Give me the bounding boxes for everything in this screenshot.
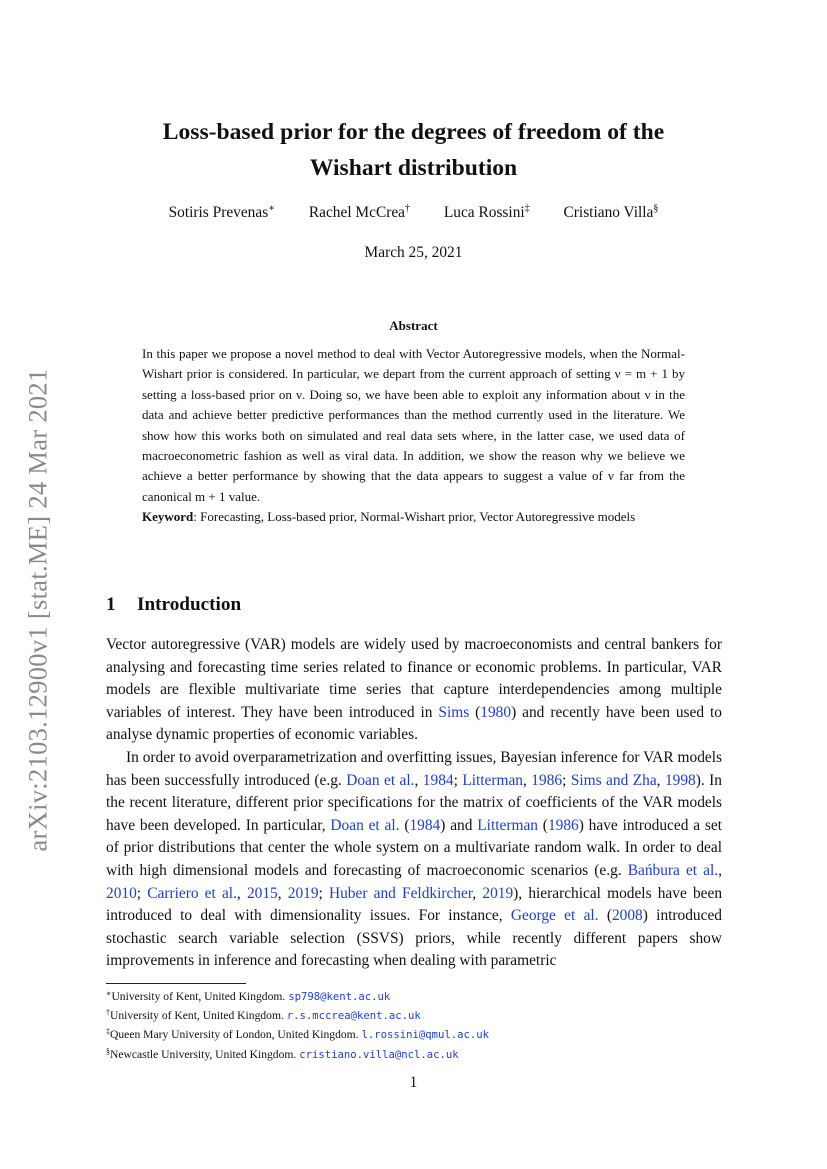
author: Rachel McCrea† [308, 203, 411, 221]
citation-link[interactable]: 2019 [482, 884, 514, 902]
citation-link[interactable]: 2019 [287, 884, 319, 902]
citation-link[interactable]: Sims [438, 703, 470, 721]
email-link[interactable]: l.rossini@qmul.ac.uk [361, 1029, 490, 1042]
citation-link[interactable]: Sims and Zha [570, 771, 657, 789]
author: Luca Rossini‡ [443, 203, 530, 221]
citation-link[interactable]: Doan et al. [330, 816, 400, 834]
title-line-2: Wishart distribution [309, 155, 518, 181]
citation-link[interactable]: Huber and Feldkircher [329, 884, 473, 902]
citation-link[interactable]: 1984 [409, 816, 441, 834]
footnote-mark: § [106, 1046, 110, 1056]
citation-link[interactable]: 2008 [611, 907, 643, 925]
email-link[interactable]: r.s.mccrea@kent.ac.uk [286, 1010, 421, 1023]
abstract-body [142, 344, 685, 528]
author: Cristiano Villa§ [563, 203, 659, 221]
citation-link[interactable]: 1998 [664, 771, 696, 789]
citation-link[interactable]: 2010 [106, 884, 137, 902]
paper-title [0, 114, 827, 186]
footnote: ∗University of Kent, United Kingdom. sp798@kent.ac.uk [106, 989, 391, 1003]
footnote-mark: † [106, 1008, 110, 1018]
email-link[interactable]: sp798@kent.ac.uk [288, 991, 391, 1003]
section-title: Introduction [137, 594, 242, 615]
arxiv-sidebar [18, 350, 58, 870]
abstract-text: In this paper we propose a novel method to deal with Vector Autoregressive models, when the Normal-Wishart prior is considered. In particular, we depart from the current approach of setting ν = m + 1 by setting a loss-based prior on ν. Doing so, we have been able to exploit any information about ν in the data and achieve better predictive performances than the method currently used in the literature. We show how this works both on simulated and real data sets where, in the latter case, we used data of macroeconometric fashion as well as viral data. In addition, we show the reason why we believe we achieve a better performance by showing that the data appears to suggest a value of ν far from the canonical m + 1 value. [142, 346, 685, 504]
citation-link[interactable]: 1980 [480, 703, 512, 721]
author-list [0, 203, 827, 222]
footnote: §Newcastle University, United Kingdom. cristiano.villa@ncl.ac.uk [106, 1046, 459, 1061]
footnote-divider [106, 983, 246, 984]
citation-link[interactable]: 1986 [531, 771, 563, 789]
introduction-body [106, 634, 722, 973]
author-footnote-mark[interactable]: § [653, 203, 659, 214]
citation-link[interactable]: 1986 [547, 816, 579, 834]
citation-link[interactable]: Bańbura et al. [627, 861, 719, 879]
keyword-list: : Forecasting, Loss-based prior, Normal-Wishart prior, Vector Autoregressive models [193, 509, 636, 525]
title-line-1: Loss-based prior for the degrees of freedom of the [162, 119, 665, 145]
abstract-heading: Abstract [389, 318, 438, 333]
citation-link[interactable]: Doan et al. [346, 771, 415, 789]
citation-link[interactable]: George et al. [510, 907, 599, 925]
footnote: ‡Queen Mary University of London, United Kingdom. l.rossini@qmul.ac.uk [106, 1027, 490, 1042]
author-footnote-mark[interactable]: ‡ [524, 203, 530, 214]
paragraph: In order to avoid overparametrization and overfitting issues, Bayesian inference for VAR models has been successfully introduced (e.g. Doan et al., 1984; Litterman, 1986; Sims and Zha, 1998). In the recent literature, different prior specifications for the matrix of coefficients of the VAR models have been developed. In particular, Doan et al. (1984) and Litterman (1986) have introduced a set of prior distributions that center the whole system on a multivariate random walk. In order to deal with high dimensional models and forecasting of macroeconomic scenarios (e.g. Bańbura et al., 2010; Carriero et al., 2015, 2019; Huber and Feldkircher, 2019), hierarchical models have been introduced to deal with dimensionality issues. For instance, George et al. (2008) introduced stochastic search variable selection (SSVS) priors, while recently different papers show improvements in inference and forecasting when dealing with parametric [106, 748, 723, 970]
footnote-mark: ∗ [106, 989, 112, 998]
email-link[interactable]: cristiano.villa@ncl.ac.uk [299, 1048, 459, 1061]
footnote: †University of Kent, United Kingdom. r.s.mccrea@kent.ac.uk [106, 1008, 421, 1023]
section-heading [106, 594, 241, 616]
citation-link[interactable]: 1984 [422, 771, 454, 789]
footnote-mark: ‡ [106, 1027, 110, 1037]
keyword-label: Keyword [142, 509, 194, 525]
publication-date: March 25, 2021 [364, 244, 463, 261]
citation-link[interactable]: Litterman [462, 771, 523, 789]
citation-link[interactable]: Carriero et al. [147, 884, 237, 902]
author-footnote-mark[interactable]: ∗ [268, 203, 275, 214]
author: Sotiris Prevenas∗ [168, 203, 275, 221]
arxiv-identifier: arXiv:2103.12900v1 [stat.ME] 24 Mar 2021 [22, 368, 53, 852]
citation-link[interactable]: 2015 [246, 884, 278, 902]
keywords [142, 507, 685, 527]
paragraph: Vector autoregressive (VAR) models are widely used by macroeconomists and central bankers for analysing and forecasting time series related to finance or economic problems. In particular, VAR models are flexible multivariate time series that capture interdependencies among multiple variables of interest. They have been introduced in Sims (1980) and recently have been used to analyse dynamic properties of economic variables. [106, 636, 722, 744]
section-number: 1 [106, 594, 116, 615]
page-number: 1 [409, 1074, 418, 1091]
citation-link[interactable]: Litterman [477, 816, 538, 834]
author-footnote-mark[interactable]: † [405, 203, 411, 214]
footnotes [106, 986, 722, 1063]
